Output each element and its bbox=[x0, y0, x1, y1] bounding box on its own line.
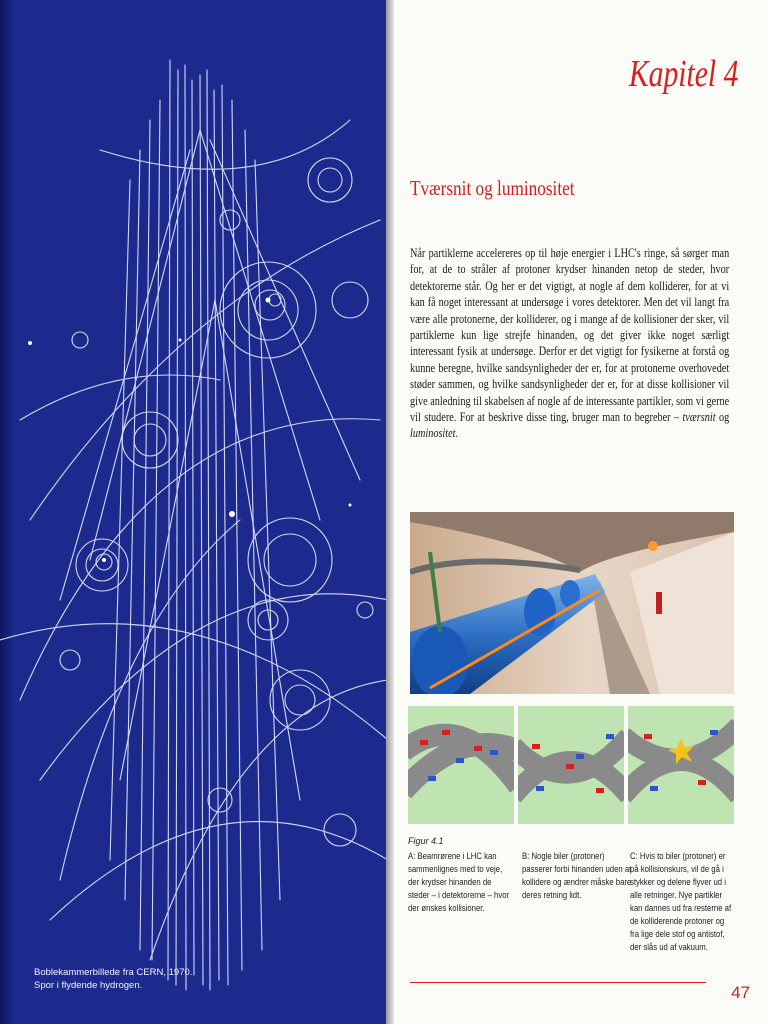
body-main-text: Når partiklerne accelereres op til høje energier i LHC's ringe, så sørger man for, at de to stråler af protoner krydser hinanden netop de steder, hvor detektorerne står. Og her er det vigtigt, at nogle af dem kolliderer, for at vi kan få noget interessant at undersøge i vores detektorer. Men det vil langt fra være alle protonerne, der kolliderer, og i mange af de kollisioner der sker, vil partiklerne kun lige strejfe hinanden, og det giver ikke noget særligt interessant fysik at undersøge. Derfor er det vigtigt for fysikerne at forstå og kunne beregne, hvilke sandsynligheder der er, for at protonerne overhovedet støder sammen, og hvilke sandsynligheder der er, for at disse kollisioner vil give anledning til skabelsen af nogle af de interessante partikler, som vi gerne vil studere. For at beskrive disse ting, bruger man to begreber – bbox=[410, 246, 730, 425]
book-gutter bbox=[386, 0, 394, 1024]
page-number: 47 bbox=[731, 983, 750, 1002]
lhc-tunnel-photo bbox=[410, 512, 734, 694]
caption-line-2: Spor i flydende hydrogen. bbox=[34, 980, 143, 991]
figure-panel-c bbox=[628, 706, 734, 824]
footer-rule bbox=[410, 982, 706, 983]
figure-caption-a: A: Beamrørene i LHC kan sammenlignes med to veje, der krydser hinanden de steder – i detektorerne – hvor der ønskes kollisioner. bbox=[408, 851, 510, 913]
body-paragraph bbox=[410, 245, 729, 442]
figure-panel-b bbox=[518, 706, 624, 824]
right-page bbox=[394, 0, 768, 1024]
figure-label: Figur 4.1 bbox=[408, 836, 444, 846]
figure-caption-b: B: Nogle biler (protoner) passerer forbi hinanden uden at kollidere og ændrer måske bare deres retning lidt. bbox=[522, 851, 632, 900]
figure-panel-a bbox=[408, 706, 514, 824]
chapter-title: Kapitel 4 bbox=[628, 53, 738, 95]
caption-line-1: Boblekammerbillede fra CERN, 1970. bbox=[34, 967, 193, 978]
term-cross-section: tværsnit bbox=[682, 410, 716, 425]
body-end: . bbox=[455, 426, 459, 441]
figure-4-1-illustrations bbox=[408, 706, 738, 826]
body-joiner: og bbox=[715, 410, 730, 425]
image-caption bbox=[34, 966, 334, 992]
figure-caption-c: C: Hvis to biler (protoner) er på kollisionskurs, vil de gå i stykker og delene flyver ud i alle retninger. Nye partikler kan dannes ud fra resterne af de kolliderende protoner og fra lige dele stof og antistof, der slås ud af vakuum. bbox=[630, 851, 732, 952]
term-luminosity: luminositet bbox=[410, 426, 456, 441]
section-title: Tværsnit og luminositet bbox=[410, 176, 575, 200]
